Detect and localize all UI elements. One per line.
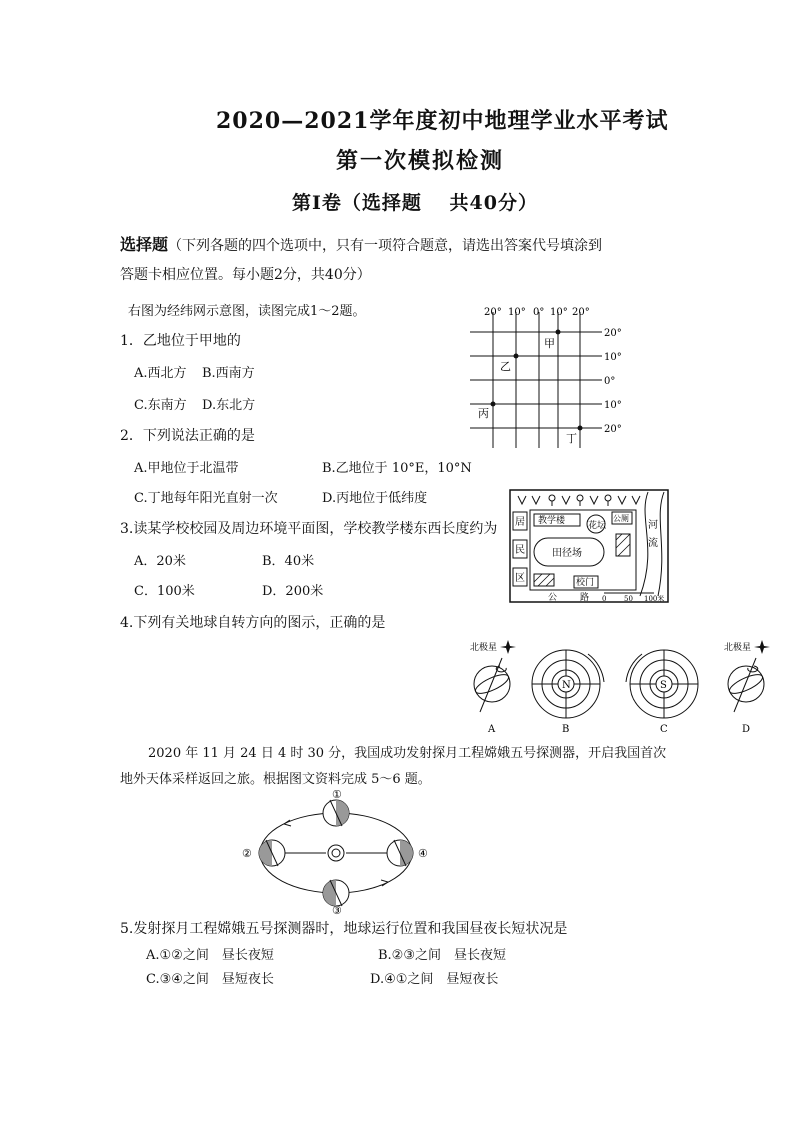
caption-b: B xyxy=(562,724,570,735)
pole-label-n: N xyxy=(562,680,571,691)
grid-top-label: 10° xyxy=(550,307,568,318)
pole-label-s: S xyxy=(660,680,667,691)
question-5-option-c[interactable]: C.③④之间 昼短夜长 xyxy=(146,972,274,987)
question-1-option-d[interactable]: D.东北方 xyxy=(202,398,256,413)
question-3-option-d[interactable]: D．200米 xyxy=(262,584,324,599)
grid-top-label: 0° xyxy=(533,307,545,318)
orbit-label-1: ① xyxy=(332,790,342,801)
point-yi-label: 乙 xyxy=(500,360,511,373)
grid-top-label: 20° xyxy=(484,307,502,318)
map-label-flowerbed: 花坛 xyxy=(588,521,607,531)
instruction-line-1: （下列各题的四个选项中，只有一项符合题意，请选出答案代号填涂到 xyxy=(168,238,603,254)
star-label-d: 北极星 xyxy=(724,643,752,653)
point-ding-label: 丁 xyxy=(566,432,577,445)
page-subtitle: 第一次模拟检测 xyxy=(336,148,505,174)
point-bing-label: 丙 xyxy=(478,407,489,420)
question-2-stem: 2．下列说法正确的是 xyxy=(120,428,255,444)
part-heading: 第Ⅰ卷（选择题 共40分） xyxy=(292,192,538,214)
grid-right-label: 20° xyxy=(604,328,622,339)
orbit-label-2: ② xyxy=(242,847,252,860)
instruction-line-2: 答题卡相应位置。每小题2分，共40分） xyxy=(120,267,371,283)
question-3-option-c[interactable]: C．100米 xyxy=(134,584,195,599)
rotation-figure xyxy=(466,636,772,740)
question-1-option-c[interactable]: C.东南方 xyxy=(134,398,187,413)
map-label-qu: 区 xyxy=(515,573,525,584)
question-2-option-a[interactable]: A.甲地位于北温带 xyxy=(134,461,239,476)
question-2-option-d[interactable]: D.丙地位于低纬度 xyxy=(322,491,428,506)
question-1-option-a[interactable]: A.西北方 xyxy=(134,366,187,381)
question-5-option-b[interactable]: B.②③之间 昼长夜短 xyxy=(378,948,506,963)
caption-a: A xyxy=(488,724,496,735)
question-3-option-a[interactable]: A．20米 xyxy=(134,554,186,569)
intro-q1-2: 右图为经纬网示意图，读图完成1～2题。 xyxy=(128,304,366,319)
caption-c: C xyxy=(660,724,668,735)
north-star-icon xyxy=(754,640,770,654)
map-label-river-he: 河 xyxy=(648,520,658,531)
map-label-river-liu: 流 xyxy=(648,538,658,549)
map-scale-100: 100米 xyxy=(644,595,665,603)
caption-d: D xyxy=(742,724,751,735)
section-label: 选择题 xyxy=(120,235,169,254)
globe-d xyxy=(728,666,764,702)
map-label-toilet: 公厕 xyxy=(613,514,629,523)
point-ding-dot xyxy=(578,426,583,431)
map-scale-50: 50 xyxy=(624,595,633,603)
question-1-option-b[interactable]: B.西南方 xyxy=(202,366,255,381)
map-label-teaching-building: 教学楼 xyxy=(538,516,566,526)
star-label-a: 北极星 xyxy=(470,643,498,653)
page-title: 2020—2021学年度初中地理学业水平考试 xyxy=(216,108,669,134)
question-5-stem: 5.发射探月工程嫦娥五号探测器时，地球运行位置和我国昼夜长短状况是 xyxy=(120,921,568,937)
grid-right-label: 10° xyxy=(604,400,622,411)
question-5-option-d[interactable]: D.④①之间 昼短夜长 xyxy=(370,972,499,987)
intro-q5-6-line-1: 2020 年 11 月 24 日 4 时 30 分，我国成功发射探月工程嫦娥五号探测器，开启我国首次 xyxy=(148,746,667,761)
map-label-min: 民 xyxy=(515,545,525,556)
sun-icon xyxy=(328,845,344,861)
section-instruction xyxy=(120,232,602,255)
point-jia-label: 甲 xyxy=(544,337,555,350)
question-3-option-b[interactable]: B．40米 xyxy=(262,554,315,569)
grid-top-label: 10° xyxy=(508,307,526,318)
question-2-option-b[interactable]: B.乙地位于 10°E，10°N xyxy=(322,461,472,476)
map-label-road-lu: 路 xyxy=(580,593,590,603)
orbit-figure xyxy=(238,790,438,916)
question-2-option-c[interactable]: C.丁地每年阳光直射一次 xyxy=(134,491,278,506)
map-scale-0: 0 xyxy=(602,595,607,603)
grid-right-label: 0° xyxy=(604,376,616,387)
point-bing-dot xyxy=(491,402,496,407)
map-label-ju: 居 xyxy=(515,517,525,528)
map-label-gate: 校门 xyxy=(576,578,595,588)
question-5-option-a[interactable]: A.①②之间 昼长夜短 xyxy=(146,948,274,963)
question-1-stem: 1．乙地位于甲地的 xyxy=(120,333,241,349)
grid-top-label: 20° xyxy=(572,307,590,318)
map-label-track-field: 田径场 xyxy=(552,548,582,559)
orbit-label-3: ③ xyxy=(332,904,342,916)
map-label-road-gong: 公 xyxy=(548,593,558,603)
north-star-icon xyxy=(500,640,516,654)
question-4-stem: 4.下列有关地球自转方向的图示，正确的是 xyxy=(120,615,386,631)
point-yi-dot xyxy=(514,354,519,359)
point-jia-dot xyxy=(556,330,561,335)
question-3-stem: 3.读某学校校园及周边环境平面图，学校教学楼东西长度约为 xyxy=(120,521,498,537)
campus-map-figure xyxy=(508,488,672,606)
lat-lon-grid-figure xyxy=(470,302,630,452)
orbit-label-4: ④ xyxy=(418,847,428,860)
grid-right-label: 10° xyxy=(604,352,622,363)
grid-right-label: 20° xyxy=(604,424,622,435)
intro-q5-6-line-2: 地外天体采样返回之旅。根据图文资料完成 5～6 题。 xyxy=(120,772,431,787)
